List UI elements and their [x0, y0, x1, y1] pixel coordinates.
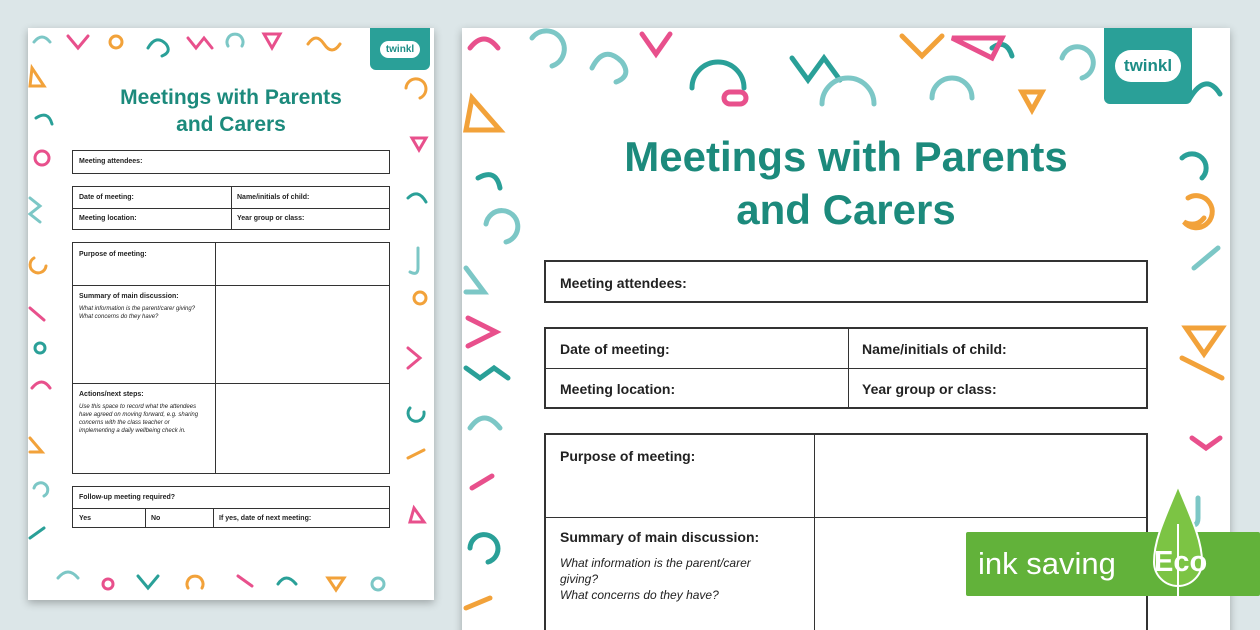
- location-label: Meeting location:: [79, 215, 137, 222]
- eco-label: Eco: [1154, 546, 1208, 578]
- divider: [73, 508, 389, 509]
- year-label: Year group or class:: [237, 215, 305, 222]
- date-label: Date of meeting:: [560, 341, 670, 357]
- purpose-label: Purpose of meeting:: [560, 448, 696, 464]
- summary-hint: [79, 305, 209, 321]
- divider: [73, 208, 389, 209]
- location-label: Meeting location:: [560, 381, 676, 397]
- no-label: No: [151, 515, 161, 522]
- document-title: [462, 130, 1230, 236]
- summary-hint-2: What concerns do they have?: [79, 314, 159, 320]
- logo-text: twinkl: [1115, 50, 1181, 82]
- title-line-2: and Carers: [736, 186, 956, 233]
- attendees-label: Meeting attendees:: [79, 158, 143, 165]
- year-label: Year group or class:: [862, 381, 997, 397]
- child-label: Name/initials of child:: [862, 341, 1007, 357]
- summary-label: Summary of main discussion:: [560, 529, 760, 545]
- details-box: [544, 327, 1148, 409]
- divider: [145, 508, 146, 527]
- twinkl-logo: [1104, 28, 1192, 104]
- followup-box: [72, 486, 390, 528]
- discussion-box: [72, 242, 390, 474]
- title-line-2: and Carers: [176, 113, 286, 136]
- purpose-label: Purpose of meeting:: [79, 251, 147, 258]
- divider: [73, 285, 389, 286]
- date-label: Date of meeting:: [79, 194, 134, 201]
- title-line-1: Meetings with Parents: [624, 133, 1068, 180]
- yes-label: Yes: [79, 515, 92, 522]
- document-title: [28, 84, 434, 138]
- followup-label: Follow-up meeting required?: [79, 494, 176, 501]
- divider: [546, 517, 1146, 518]
- summary-hint-1: What information is the parent/carer giving?: [560, 556, 751, 586]
- summary-hint-1: What information is the parent/carer giving?: [79, 306, 196, 312]
- divider: [73, 383, 389, 384]
- attendees-label: Meeting attendees:: [560, 275, 687, 291]
- details-box: [72, 186, 390, 230]
- title-line-1: Meetings with Parents: [120, 86, 342, 109]
- child-label: Name/initials of child:: [237, 194, 310, 201]
- logo-text: twinkl: [380, 41, 420, 58]
- attendees-box: [72, 150, 390, 174]
- divider: [814, 435, 815, 630]
- summary-hint: [560, 555, 790, 603]
- attendees-box: [544, 260, 1148, 303]
- twinkl-logo: [370, 28, 430, 70]
- eco-badge-text: ink saving: [978, 546, 1116, 581]
- actions-label: Actions/next steps:: [79, 391, 144, 398]
- actions-hint: Use this space to record what the attendees have agreed on moving forward, e.g. sharing concerns with the class teacher or implementing a daily wellbeing check in.: [79, 404, 199, 434]
- preview-page-small: [28, 28, 434, 600]
- summary-hint-2: What concerns do they have?: [560, 588, 719, 602]
- ink-saving-eco-badge: [966, 532, 1260, 596]
- divider: [546, 368, 1146, 369]
- summary-label: Summary of main discussion:: [79, 293, 179, 300]
- divider: [215, 243, 216, 473]
- divider: [213, 508, 214, 527]
- next-date-label: If yes, date of next meeting:: [219, 515, 312, 522]
- leaf-drop-icon: [1152, 484, 1204, 602]
